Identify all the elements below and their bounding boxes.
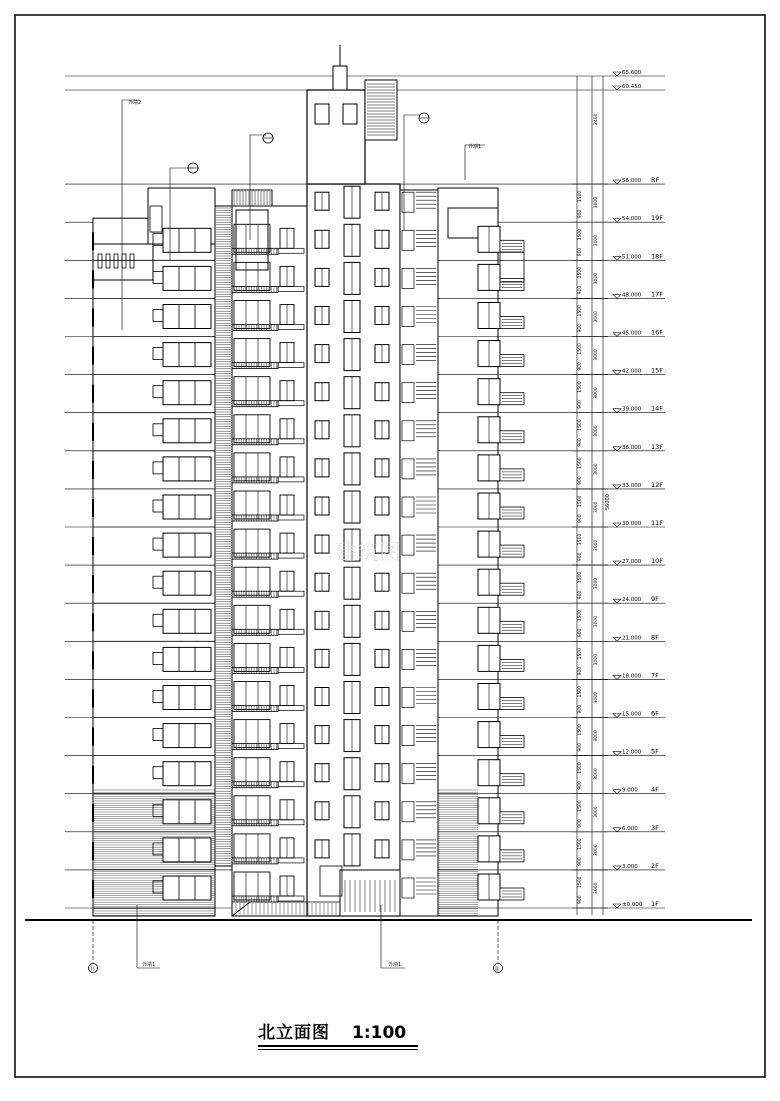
level-marker xyxy=(613,828,621,832)
dim-storey: 3000 xyxy=(594,730,599,742)
level-marker xyxy=(613,409,621,413)
dim-storey: 3000 xyxy=(594,615,599,628)
level-marker xyxy=(613,256,621,260)
dim-sill: 900 xyxy=(578,400,583,409)
dim-top: 2400 xyxy=(594,113,599,125)
level-elevation: 24.000 xyxy=(622,597,642,604)
building-elevation xyxy=(93,45,524,916)
left-window xyxy=(163,571,211,595)
dim-window: 1500 xyxy=(578,190,583,203)
level-floor: 4F xyxy=(651,785,659,794)
dim-window: 1500 xyxy=(578,381,583,393)
level-marker xyxy=(613,790,621,794)
dim-storey: 3000 xyxy=(594,196,599,209)
level-elevation: 30.000 xyxy=(622,521,642,527)
level-elevation: 54.000 xyxy=(622,216,642,223)
level-elevation: 60.450 xyxy=(622,84,642,90)
dim-total: 56000 xyxy=(605,494,611,510)
watermark: 建筑图 xyxy=(335,541,402,566)
dim-sill: 900 xyxy=(578,476,583,485)
level-marker xyxy=(613,714,621,718)
antenna-base xyxy=(333,66,347,90)
left-window xyxy=(163,266,211,290)
level-elevation: 39.000 xyxy=(622,406,642,413)
dim-sill: 900 xyxy=(578,323,583,333)
level-elevation: 51.000 xyxy=(622,254,642,261)
dim-sill: 900 xyxy=(578,666,583,676)
level-marker xyxy=(613,561,621,565)
level-marker xyxy=(613,675,621,679)
dim-sill: 900 xyxy=(578,514,583,523)
left-window xyxy=(163,838,211,862)
level-floor: 10F xyxy=(651,557,664,566)
top-label: 外墙2 xyxy=(128,100,142,106)
dim-window: 1500 xyxy=(578,724,583,736)
level-marker xyxy=(613,866,621,870)
level-floor: 14F xyxy=(651,404,664,413)
dim-storey: 3000 xyxy=(594,539,599,552)
dim-storey: 3000 xyxy=(594,692,599,704)
axis-label-right: ① xyxy=(494,966,500,973)
level-floor: 16F xyxy=(651,328,664,337)
level-marker xyxy=(613,371,621,375)
level-floor: 13F xyxy=(651,442,664,451)
level-marker xyxy=(613,294,621,298)
left-window xyxy=(163,305,211,329)
level-floor: 5F xyxy=(651,747,659,756)
left-window xyxy=(163,381,211,405)
title-underline xyxy=(258,1045,418,1047)
left-window xyxy=(163,800,211,824)
dim-storey: 3000 xyxy=(594,768,599,780)
dim-window: 1500 xyxy=(578,457,583,469)
dim-sill: 900 xyxy=(578,438,583,447)
dim-sill: 900 xyxy=(578,628,583,638)
dim-sill: 900 xyxy=(578,781,583,790)
dim-window: 1500 xyxy=(578,533,583,546)
level-floor: 9F xyxy=(651,595,659,604)
dim-window: 1500 xyxy=(578,800,583,812)
level-elevation: 18.000 xyxy=(622,673,642,680)
dim-sill: 900 xyxy=(578,247,583,257)
level-floor: 3F xyxy=(651,823,659,832)
dim-window: 1500 xyxy=(578,343,583,355)
level-marker xyxy=(613,599,621,603)
level-floor: 8F xyxy=(651,633,659,642)
water-tank xyxy=(365,80,397,140)
dim-storey: 3000 xyxy=(594,577,599,590)
level-elevation: 6.000 xyxy=(622,825,638,832)
dim-window: 1500 xyxy=(578,647,583,660)
level-floor: 17F xyxy=(651,290,664,299)
left-window xyxy=(163,762,211,786)
dim-window: 1500 xyxy=(578,305,583,317)
dim-sill: 900 xyxy=(578,285,583,295)
left-window xyxy=(163,495,211,519)
left-window xyxy=(163,533,211,557)
level-elevation: 15.000 xyxy=(622,711,642,718)
title-underline-thin xyxy=(258,1049,418,1050)
dim-window: 1500 xyxy=(578,876,583,888)
level-floor: 7F xyxy=(651,671,659,680)
left-window xyxy=(163,457,211,481)
dim-window: 1500 xyxy=(578,838,583,850)
dim-sill: 900 xyxy=(578,857,583,866)
left-window xyxy=(163,647,211,671)
dim-storey: 3000 xyxy=(594,387,599,399)
level-floor: 6F xyxy=(651,709,659,718)
level-elevation: 65.600 xyxy=(622,70,642,76)
dim-sill: 900 xyxy=(578,209,583,219)
dim-storey: 3000 xyxy=(594,882,599,894)
dim-sill: 900 xyxy=(578,362,583,371)
level-floor: 11F xyxy=(651,519,664,527)
level-marker xyxy=(613,752,621,756)
level-marker xyxy=(613,218,621,222)
level-elevation: 12.000 xyxy=(622,749,642,756)
level-floor: 1F xyxy=(651,900,659,908)
level-elevation: 45.000 xyxy=(622,330,642,337)
dim-storey: 3000 xyxy=(594,272,599,285)
level-elevation: 48.000 xyxy=(622,292,642,299)
level-elevation: ±0.000 xyxy=(622,902,643,908)
level-floor: 15F xyxy=(651,366,664,375)
level-marker xyxy=(613,333,621,337)
level-marker xyxy=(613,72,621,76)
dim-sill: 900 xyxy=(578,704,583,714)
dim-storey: 3000 xyxy=(594,311,599,323)
dim-window: 1500 xyxy=(578,419,583,431)
level-elevation: 33.000 xyxy=(622,482,642,489)
level-marker xyxy=(613,447,621,451)
right-upper-box xyxy=(500,252,524,282)
level-floor: 12F xyxy=(651,480,664,489)
dim-storey: 3000 xyxy=(594,653,599,666)
left-window xyxy=(163,609,211,633)
left-window xyxy=(163,876,211,900)
dim-sill: 900 xyxy=(578,895,583,904)
bottom-label: 外墙1 xyxy=(388,962,402,968)
left-tower xyxy=(232,206,307,916)
dim-window: 1500 xyxy=(578,762,583,774)
left-window xyxy=(163,343,211,367)
dim-storey: 3000 xyxy=(594,501,599,513)
dim-storey: 3000 xyxy=(594,349,599,361)
level-marker xyxy=(613,485,621,489)
level-elevation: 27.000 xyxy=(622,559,642,566)
dim-storey: 3000 xyxy=(594,806,599,818)
level-elevation: 9.000 xyxy=(622,787,638,794)
level-floor: RF xyxy=(651,176,660,185)
level-marker xyxy=(613,86,621,90)
level-marker xyxy=(613,904,621,908)
dim-storey: 3000 xyxy=(594,425,599,437)
dim-window: 1500 xyxy=(578,571,583,584)
level-floor: 18F xyxy=(651,252,664,261)
level-marker xyxy=(613,180,621,184)
scale-text: 1:100 xyxy=(352,1023,407,1043)
bottom-label: 外墙1 xyxy=(142,962,156,968)
level-marker xyxy=(613,523,621,527)
right-stair-block xyxy=(400,190,438,916)
level-floor: 19F xyxy=(651,214,664,223)
dim-window: 1500 xyxy=(578,266,583,279)
left-window xyxy=(163,724,211,748)
dim-window: 1500 xyxy=(578,686,583,698)
axis-label-left: ⑪ xyxy=(89,966,96,973)
dim-sill: 900 xyxy=(578,819,583,828)
dim-storey: 3000 xyxy=(594,844,599,856)
title-text: 北立面图 xyxy=(258,1023,330,1043)
left-window xyxy=(163,686,211,710)
drawing-title xyxy=(258,1018,418,1048)
top-label: 外墙1 xyxy=(468,144,482,150)
level-floor: 2F xyxy=(651,861,659,870)
dim-sill: 900 xyxy=(578,743,583,752)
level-elevation: 36.000 xyxy=(622,444,642,451)
dim-storey: 3000 xyxy=(594,463,599,475)
left-window xyxy=(163,419,211,443)
dim-storey: 3000 xyxy=(594,234,599,247)
dim-sill: 900 xyxy=(578,590,583,600)
level-elevation: 42.000 xyxy=(622,368,642,375)
dim-sill: 900 xyxy=(578,552,583,562)
dim-window: 1500 xyxy=(578,228,583,241)
level-elevation: 21.000 xyxy=(622,635,642,642)
level-marker xyxy=(613,637,621,641)
level-elevation: 56.000 xyxy=(622,178,642,185)
dim-window: 1500 xyxy=(578,609,583,622)
dim-window: 1500 xyxy=(578,495,583,507)
level-elevation: 3.000 xyxy=(622,863,638,870)
leader-line xyxy=(465,145,485,180)
